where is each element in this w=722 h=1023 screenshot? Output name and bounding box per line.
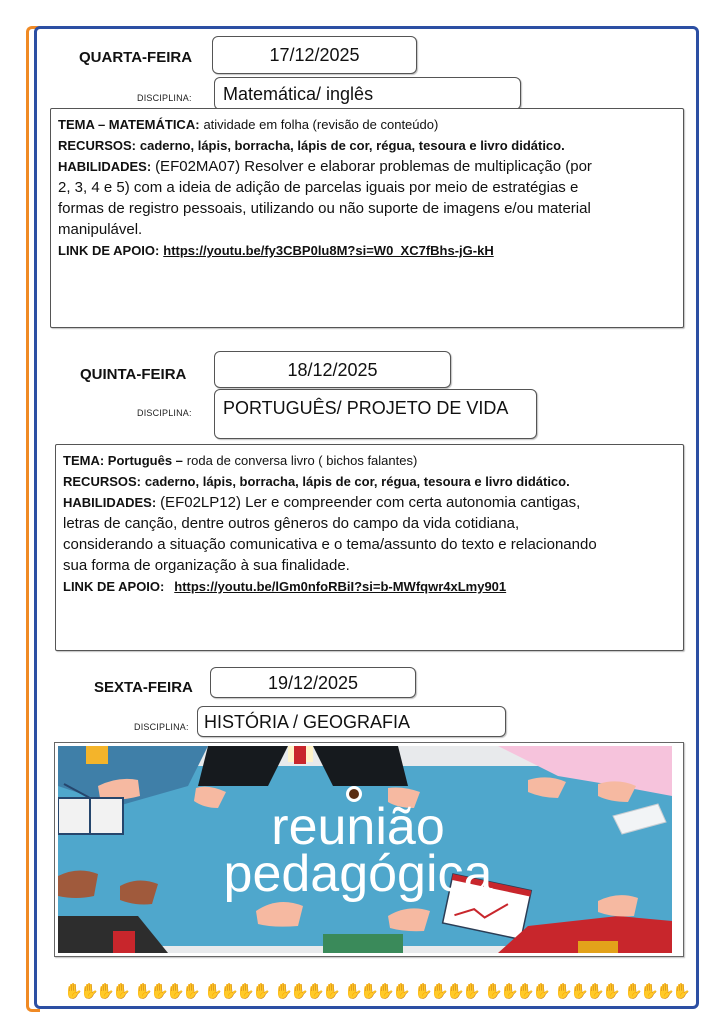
day-label: QUINTA-FEIRA (80, 366, 187, 383)
link-label: LINK DE APOIO: (63, 579, 165, 594)
hand-icon: ✋ (252, 983, 271, 1000)
date-value: 19/12/2025 (267, 673, 359, 693)
hand-icon: ✋ (112, 983, 131, 1000)
hand-icon: ✋ (166, 983, 185, 1000)
habilidades-line (63, 492, 676, 513)
hand-icon: ✋ (376, 983, 395, 1000)
recursos-value: caderno, lápis, borracha, lápis de cor, régua, tesoura e livro didático. (139, 138, 565, 153)
habilidades-text: 2, 3, 4 e 5) com a ideia de adição de parcelas iguais por meio de estratégias e (58, 179, 579, 196)
lesson-content-box (50, 108, 684, 328)
habilidades-text: (EF02MA07) Resolver e elaborar problemas de multiplicação (por (155, 158, 592, 175)
discipline-label: DISCIPLINA: (134, 722, 189, 732)
recursos-label: RECURSOS: (58, 138, 137, 153)
discipline-box (214, 77, 521, 110)
day-label: QUARTA-FEIRA (79, 49, 193, 66)
hand-icon: ✋ (672, 983, 691, 1000)
hand-icon: ✋ (414, 983, 433, 1000)
hand-icon: ✋ (500, 983, 519, 1000)
link-label: LINK DE APOIO: (58, 243, 160, 258)
image-title-line1: reunião (271, 798, 445, 856)
hand-icon: ✋ (640, 983, 659, 1000)
tema-label: TEMA – MATEMÁTICA: (58, 117, 200, 132)
hand-icon: ✋ (392, 983, 411, 1000)
hand-icon: ✋ (602, 983, 621, 1000)
hand-icon: ✋ (656, 983, 675, 1000)
meeting-illustration (58, 746, 672, 953)
hand-icon: ✋ (462, 983, 481, 1000)
hand-icon: ✋ (570, 983, 589, 1000)
hand-icon: ✋ (360, 983, 379, 1000)
recursos-line (58, 135, 676, 156)
habilidades-text: (EF02LP12) Ler e compreender com certa autonomia cantigas, (160, 494, 581, 511)
hand-icon: ✋ (204, 983, 223, 1000)
habilidades-text: letras de canção, dentre outros gêneros do campo da vida cotidiana, (63, 515, 520, 532)
tie-yellow (86, 746, 108, 764)
day-label: SEXTA-FEIRA (94, 679, 193, 696)
hand-icon: ✋ (446, 983, 465, 1000)
hand-icon: ✋ (322, 983, 341, 1000)
hand-icon: ✋ (134, 983, 153, 1000)
tie-red (294, 746, 306, 764)
discipline-value: PORTUGUÊS/ PROJETO DE VIDA (223, 398, 509, 418)
discipline-value: Matemática/ inglês (223, 84, 374, 104)
hand-icon: ✋ (554, 983, 573, 1000)
tema-line (63, 450, 676, 471)
hand-icon: ✋ (532, 983, 551, 1000)
meeting-illustration-frame (54, 742, 684, 957)
recursos-label: RECURSOS: (63, 474, 142, 489)
discipline-box (197, 706, 506, 737)
hand-icon: ✋ (182, 983, 201, 1000)
habilidades-text: formas de registro pessoais, utilizando ou não suporte de imagens e/ou material (58, 200, 591, 217)
date-value: 18/12/2025 (287, 360, 378, 380)
hand-icon: ✋ (150, 983, 169, 1000)
hands-border-decoration (64, 983, 691, 1003)
hand-icon: ✋ (236, 983, 255, 1000)
hand-icon: ✋ (96, 983, 115, 1000)
discipline-value: HISTÓRIA / GEOGRAFIA (204, 712, 411, 732)
hand-icon: ✋ (624, 983, 643, 1000)
tie-red (113, 931, 135, 953)
link-line (58, 240, 676, 261)
image-title-line2: pedagógica (223, 845, 493, 903)
date-value: 17/12/2025 (269, 45, 360, 65)
discipline-label: DISCIPLINA: (137, 93, 192, 103)
hand-icon (120, 880, 158, 904)
date-box (214, 351, 451, 388)
habilidades-text: considerando a situação comunicativa e o tema/assunto do texto e relacionando (63, 536, 597, 553)
hand-icon: ✋ (516, 983, 535, 1000)
hand-icon: ✋ (344, 983, 363, 1000)
habilidades-label: HABILIDADES: (63, 495, 157, 510)
discipline-box (214, 389, 537, 439)
hand-icon: ✋ (484, 983, 503, 1000)
hand-icon: ✋ (64, 983, 83, 1000)
hand-icon: ✋ (306, 983, 325, 1000)
hand-icon: ✋ (430, 983, 449, 1000)
habilidades-line (58, 156, 676, 177)
hand-icon: ✋ (586, 983, 605, 1000)
hand-icon: ✋ (80, 983, 99, 1000)
date-box (212, 36, 417, 74)
hand-icon: ✋ (290, 983, 309, 1000)
habilidades-text: sua forma de organização à sua finalidade. (63, 557, 350, 574)
hand-icon: ✋ (220, 983, 239, 1000)
link-line (63, 576, 676, 597)
tema-line (58, 114, 676, 135)
recursos-value: caderno, lápis, borracha, lápis de cor, régua, tesoura e livro didático. (144, 474, 570, 489)
tema-value: roda de conversa livro ( bichos falantes) (186, 453, 418, 468)
habilidades-text: manipulável. (58, 221, 143, 238)
tema-label: TEMA: Português – (63, 453, 183, 468)
recursos-line (63, 471, 676, 492)
person-green (323, 934, 403, 953)
habilidades-label: HABILIDADES: (58, 159, 152, 174)
discipline-label: DISCIPLINA: (137, 408, 192, 418)
lesson-content-box (55, 444, 684, 651)
date-box (210, 667, 416, 698)
support-link[interactable]: https://youtu.be/fy3CBP0lu8M?si=W0_XC7fBhs-jG-kH (163, 243, 494, 258)
hand-icon: ✋ (274, 983, 293, 1000)
tie-gold (578, 941, 618, 953)
hand-icon (58, 870, 98, 898)
support-link[interactable]: https://youtu.be/lGm0nfoRBiI?si=b-MWfqwr4xLmy901 (174, 579, 507, 594)
tema-value: atividade em folha (revisão de conteúdo) (203, 117, 439, 132)
